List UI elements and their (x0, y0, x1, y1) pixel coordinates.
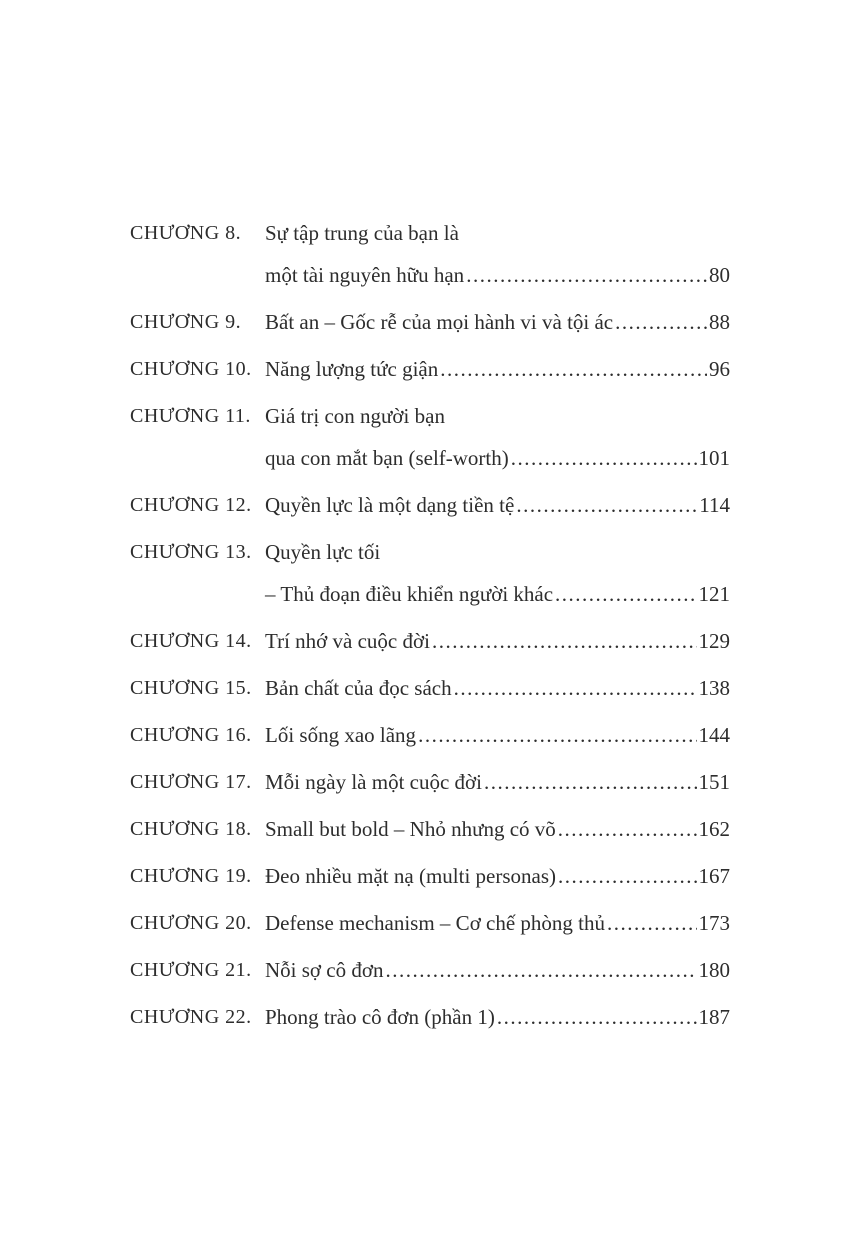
title-text: Bất an – Gốc rễ của mọi hành vi và tội ác (265, 310, 614, 334)
dot-leader (484, 761, 697, 803)
title-text: Sự tập trung của bạn là (265, 221, 459, 245)
title-text: Quyền lực tối (265, 540, 381, 564)
toc-entry (130, 395, 730, 479)
title-block (265, 301, 730, 343)
table-of-contents (130, 212, 730, 1038)
title-block (265, 531, 730, 615)
page-number: 101 (698, 446, 730, 470)
toc-entry (130, 667, 730, 709)
title-text: một tài nguyên hữu hạn (265, 263, 465, 287)
toc-entry (130, 531, 730, 615)
chapter-label: CHƯƠNG 9. (130, 311, 242, 333)
toc-entry (130, 949, 730, 991)
page-number: 114 (699, 493, 730, 517)
toc-entry (130, 808, 730, 850)
title-text: Defense mechanism – Cơ chế phòng thủ (265, 911, 606, 935)
title-text: Bản chất của đọc sách (265, 676, 452, 700)
page-number: 162 (698, 817, 730, 841)
dot-leader (555, 573, 696, 615)
title-block (265, 855, 730, 897)
title-line (265, 761, 730, 803)
title-line (265, 254, 730, 296)
toc-entry (130, 714, 730, 756)
chapter-label: CHƯƠNG 11. (130, 405, 251, 427)
page-number: 88 (709, 310, 730, 334)
toc-entry (130, 620, 730, 662)
page-number: 80 (709, 263, 730, 287)
title-text: Mỗi ngày là một cuộc đời (265, 770, 482, 794)
chapter-label: CHƯƠNG 12. (130, 494, 252, 516)
title-line (265, 348, 730, 390)
title-text: Lối sống xao lãng (265, 723, 417, 747)
chapter-label: CHƯƠNG 17. (130, 771, 252, 793)
chapter-label: CHƯƠNG 19. (130, 865, 252, 887)
page-number: 180 (698, 958, 730, 982)
title-block (265, 949, 730, 991)
toc-entry (130, 855, 730, 897)
page-number: 129 (698, 629, 730, 653)
title-line (265, 714, 730, 756)
chapter-label: CHƯƠNG 20. (130, 912, 252, 934)
toc-entry (130, 761, 730, 803)
toc-entry (130, 902, 730, 944)
chapter-label: CHƯƠNG 14. (130, 630, 252, 652)
dot-leader (615, 301, 707, 343)
chapter-label: CHƯƠNG 18. (130, 818, 252, 840)
dot-leader (440, 348, 707, 390)
dot-leader (385, 949, 696, 991)
page-number: 173 (698, 911, 730, 935)
page-number: 167 (698, 864, 730, 888)
title-line (265, 855, 730, 897)
chapter-label: CHƯƠNG 15. (130, 677, 252, 699)
title-block (265, 761, 730, 803)
toc-entry (130, 348, 730, 390)
title-text: Nỗi sợ cô đơn (265, 958, 384, 982)
chapter-label: CHƯƠNG 22. (130, 1006, 252, 1028)
title-line (265, 437, 730, 479)
chapter-label: CHƯƠNG 10. (130, 358, 252, 380)
page-number: 96 (709, 357, 730, 381)
title-text: qua con mắt bạn (self-worth) (265, 446, 509, 470)
page-number: 121 (698, 582, 730, 606)
title-line (265, 902, 730, 944)
dot-leader (558, 855, 696, 897)
title-line (265, 212, 730, 254)
title-line (265, 620, 730, 662)
page-number: 144 (698, 723, 730, 747)
title-line (265, 573, 730, 615)
title-text: Small but bold – Nhỏ nhưng có võ (265, 817, 556, 841)
chapter-label: CHƯƠNG 8. (130, 222, 242, 244)
title-block (265, 395, 730, 479)
title-block (265, 348, 730, 390)
dot-leader (511, 437, 697, 479)
page-number: 151 (698, 770, 730, 794)
dot-leader (418, 714, 696, 756)
title-line (265, 949, 730, 991)
title-block (265, 620, 730, 662)
title-text: Năng lượng tức giận (265, 357, 439, 381)
title-block (265, 808, 730, 850)
dot-leader (607, 902, 696, 944)
dot-leader (497, 996, 697, 1038)
title-line (265, 484, 730, 526)
title-text: – Thủ đoạn điều khiển người khác (265, 582, 554, 606)
dot-leader (466, 254, 707, 296)
title-line (265, 301, 730, 343)
title-block (265, 996, 730, 1038)
title-block (265, 902, 730, 944)
dot-leader (558, 808, 697, 850)
toc-entry (130, 212, 730, 296)
title-line (265, 395, 730, 437)
dot-leader (454, 667, 697, 709)
toc-entry (130, 484, 730, 526)
title-text: Đeo nhiều mặt nạ (multi personas) (265, 864, 557, 888)
title-block (265, 667, 730, 709)
title-line (265, 996, 730, 1038)
toc-entry (130, 301, 730, 343)
title-line (265, 667, 730, 709)
chapter-label: CHƯƠNG 13. (130, 541, 252, 563)
title-text: Trí nhớ và cuộc đời (265, 629, 430, 653)
title-text: Phong trào cô đơn (phần 1) (265, 1005, 495, 1029)
title-block (265, 484, 730, 526)
title-line (265, 808, 730, 850)
dot-leader (432, 620, 697, 662)
title-text: Giá trị con người bạn (265, 404, 445, 428)
dot-leader (516, 484, 697, 526)
title-line (265, 531, 730, 573)
title-text: Quyền lực là một dạng tiền tệ (265, 493, 515, 517)
page-number: 187 (698, 1005, 730, 1029)
chapter-label: CHƯƠNG 16. (130, 724, 252, 746)
chapter-label: CHƯƠNG 21. (130, 959, 252, 981)
title-block (265, 714, 730, 756)
toc-entry (130, 996, 730, 1038)
title-block (265, 212, 730, 296)
page-number: 138 (698, 676, 730, 700)
